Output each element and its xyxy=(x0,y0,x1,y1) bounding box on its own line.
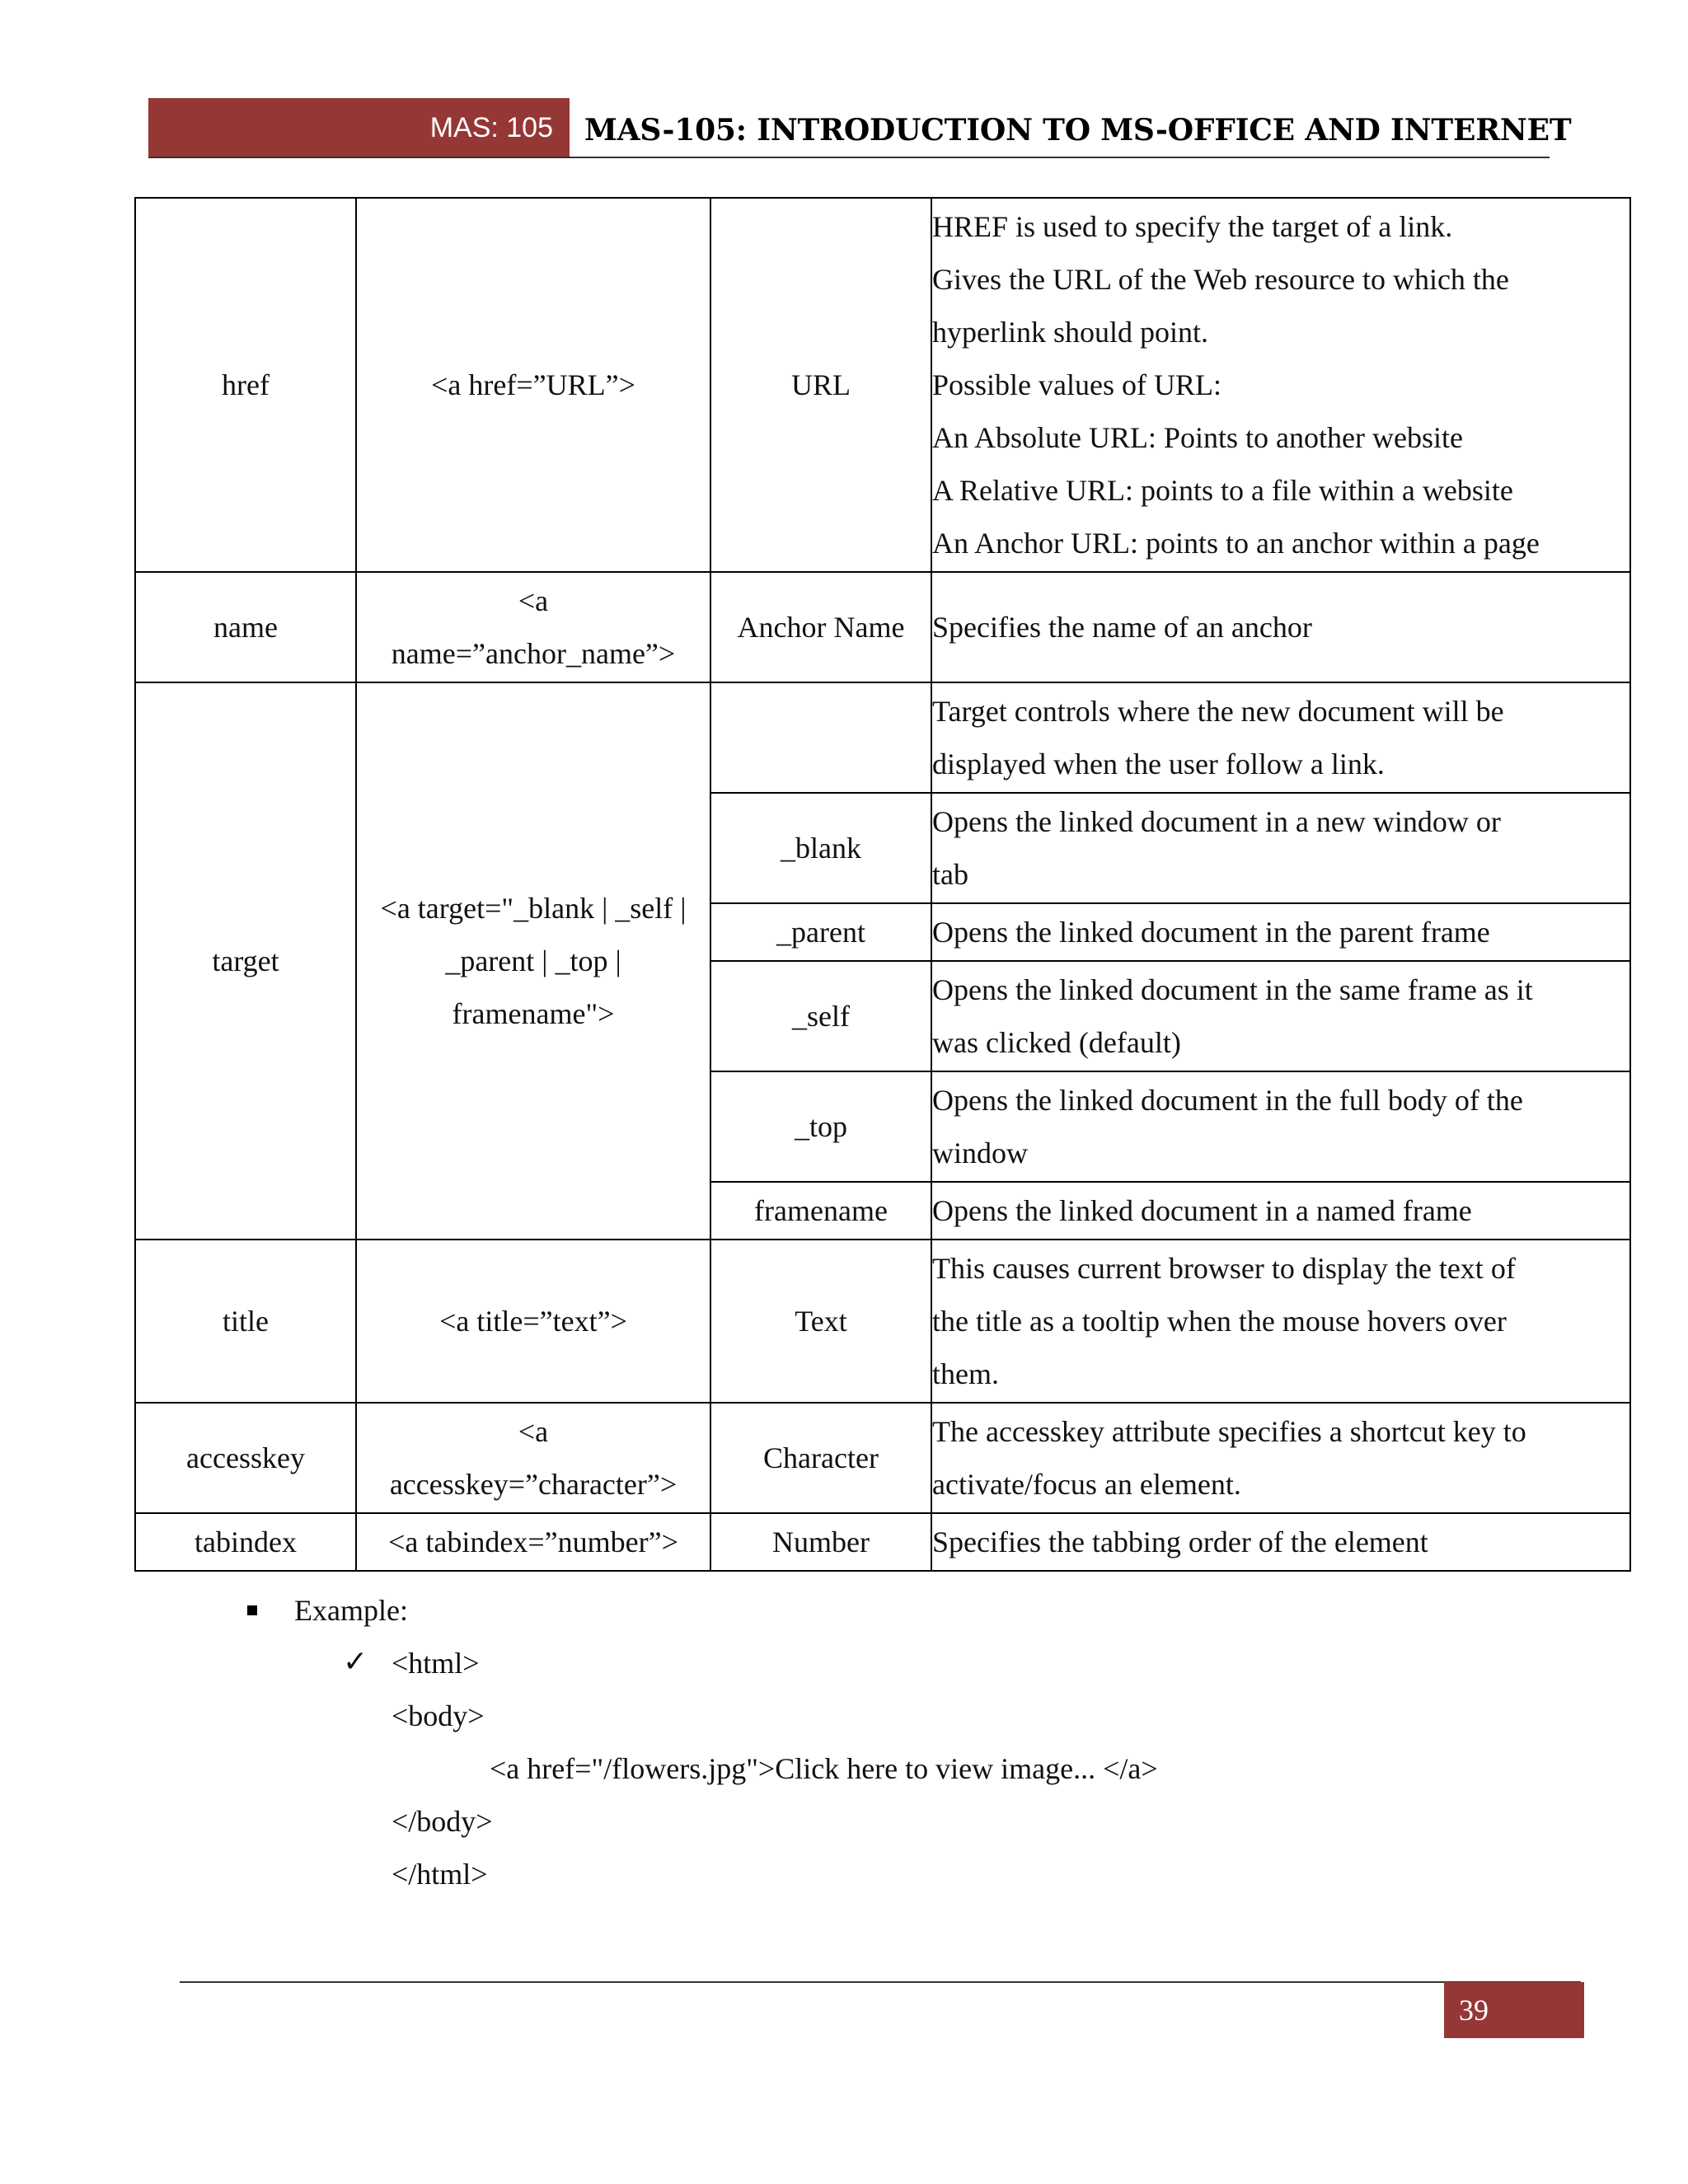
description-line: Opens the linked document in the same frame as it xyxy=(932,973,1533,1006)
value-cell: framename xyxy=(710,1182,931,1240)
description-line: Target controls where the new document will be xyxy=(932,695,1504,728)
value-cell: _blank xyxy=(710,793,931,903)
description-line: An Anchor URL: points to an anchor within a page xyxy=(932,527,1540,560)
description-line: tab xyxy=(932,858,968,891)
description-cell xyxy=(931,1403,1630,1513)
syntax-line: <a xyxy=(518,1415,549,1448)
syntax-cell: <a title=”text”> xyxy=(356,1240,710,1403)
description-line: window xyxy=(932,1137,1028,1169)
attribute-cell: accesskey xyxy=(135,1403,356,1513)
value-cell-empty xyxy=(710,682,931,793)
description-cell: Specifies the name of an anchor xyxy=(931,572,1630,682)
header-divider xyxy=(148,157,1550,158)
page-title: MAS-105: INTRODUCTION TO MS-OFFICE AND INTERNET xyxy=(584,113,1572,148)
description-line: was clicked (default) xyxy=(932,1026,1181,1059)
description-line: HREF is used to specify the target of a link. xyxy=(932,210,1453,243)
syntax-line: <a xyxy=(518,584,549,617)
description-line: Possible values of URL: xyxy=(932,368,1221,401)
table-row-name xyxy=(135,572,1630,682)
description-line: the title as a tooltip when the mouse hovers over xyxy=(932,1305,1507,1338)
table-row-accesskey xyxy=(135,1403,1630,1513)
description-cell: Specifies the tabbing order of the element xyxy=(931,1513,1630,1571)
code-line: </body> xyxy=(392,1805,493,1838)
description-cell xyxy=(931,1071,1630,1182)
anchor-attributes-table xyxy=(134,197,1631,1572)
code-line: <body> xyxy=(392,1699,485,1732)
description-cell xyxy=(931,1240,1630,1403)
table-row-title xyxy=(135,1240,1630,1403)
description-line: This causes current browser to display the text of xyxy=(932,1252,1516,1285)
syntax-cell xyxy=(356,682,710,1240)
code-line: </html> xyxy=(392,1858,488,1891)
value-cell: Number xyxy=(710,1513,931,1571)
description-line: The accesskey attribute specifies a shortcut key to xyxy=(932,1415,1526,1448)
syntax-cell: <a tabindex=”number”> xyxy=(356,1513,710,1571)
syntax-line: name=”anchor_name”> xyxy=(391,637,676,670)
attribute-cell: href xyxy=(135,198,356,572)
description-line: Opens the linked document in a new window or xyxy=(932,805,1501,838)
code-line: <html> xyxy=(392,1647,480,1680)
attribute-cell: title xyxy=(135,1240,356,1403)
description-line: activate/focus an element. xyxy=(932,1468,1241,1501)
attribute-cell: name xyxy=(135,572,356,682)
syntax-line: _parent | _top | xyxy=(445,944,621,977)
syntax-line: framename"> xyxy=(452,997,615,1030)
value-cell: _self xyxy=(710,961,931,1071)
table-row-target-intro xyxy=(135,682,1630,793)
description-cell xyxy=(931,793,1630,903)
description-cell xyxy=(931,903,1630,961)
value-cell: _parent xyxy=(710,903,931,961)
table-row-tabindex xyxy=(135,1513,1630,1571)
value-cell: Text xyxy=(710,1240,931,1403)
checkmark-icon: ✓ xyxy=(343,1645,368,1679)
value-cell: _top xyxy=(710,1071,931,1182)
footer-divider xyxy=(180,1981,1581,1983)
description-cell xyxy=(931,682,1630,793)
description-line: A Relative URL: points to a file within a website xyxy=(932,474,1513,507)
table-row-href xyxy=(135,198,1630,572)
page-number: 39 xyxy=(1459,1994,1489,2027)
description-line: An Absolute URL: Points to another website xyxy=(932,421,1463,454)
syntax-line: accesskey=”character”> xyxy=(389,1468,678,1501)
syntax-cell xyxy=(356,1403,710,1513)
course-code: MAS: 105 xyxy=(429,112,553,143)
page-number-badge xyxy=(1444,1982,1584,2038)
description-line: Gives the URL of the Web resource to which the xyxy=(932,263,1509,296)
value-cell: Anchor Name xyxy=(710,572,931,682)
description-cell xyxy=(931,198,1630,572)
description-cell xyxy=(931,1182,1630,1240)
syntax-cell: <a href=”URL”> xyxy=(356,198,710,572)
attribute-cell: tabindex xyxy=(135,1513,356,1571)
description-line: Opens the linked document in the full body of the xyxy=(932,1084,1523,1117)
description-cell xyxy=(931,961,1630,1071)
syntax-line: <a target="_blank | _self | xyxy=(380,892,687,925)
description-line: hyperlink should point. xyxy=(932,316,1208,349)
square-bullet-icon xyxy=(247,1605,257,1615)
description-line: them. xyxy=(932,1357,999,1390)
code-line: <a href="/flowers.jpg">Click here to view image... </a> xyxy=(490,1752,1158,1785)
description-line: Opens the linked document in the parent frame xyxy=(932,916,1490,949)
syntax-cell xyxy=(356,572,710,682)
value-cell: URL xyxy=(710,198,931,572)
value-cell: Character xyxy=(710,1403,931,1513)
example-label: Example: xyxy=(294,1594,408,1627)
description-line: Opens the linked document in a named frame xyxy=(932,1194,1472,1227)
attribute-cell: target xyxy=(135,682,356,1240)
description-line: displayed when the user follow a link. xyxy=(932,748,1385,780)
